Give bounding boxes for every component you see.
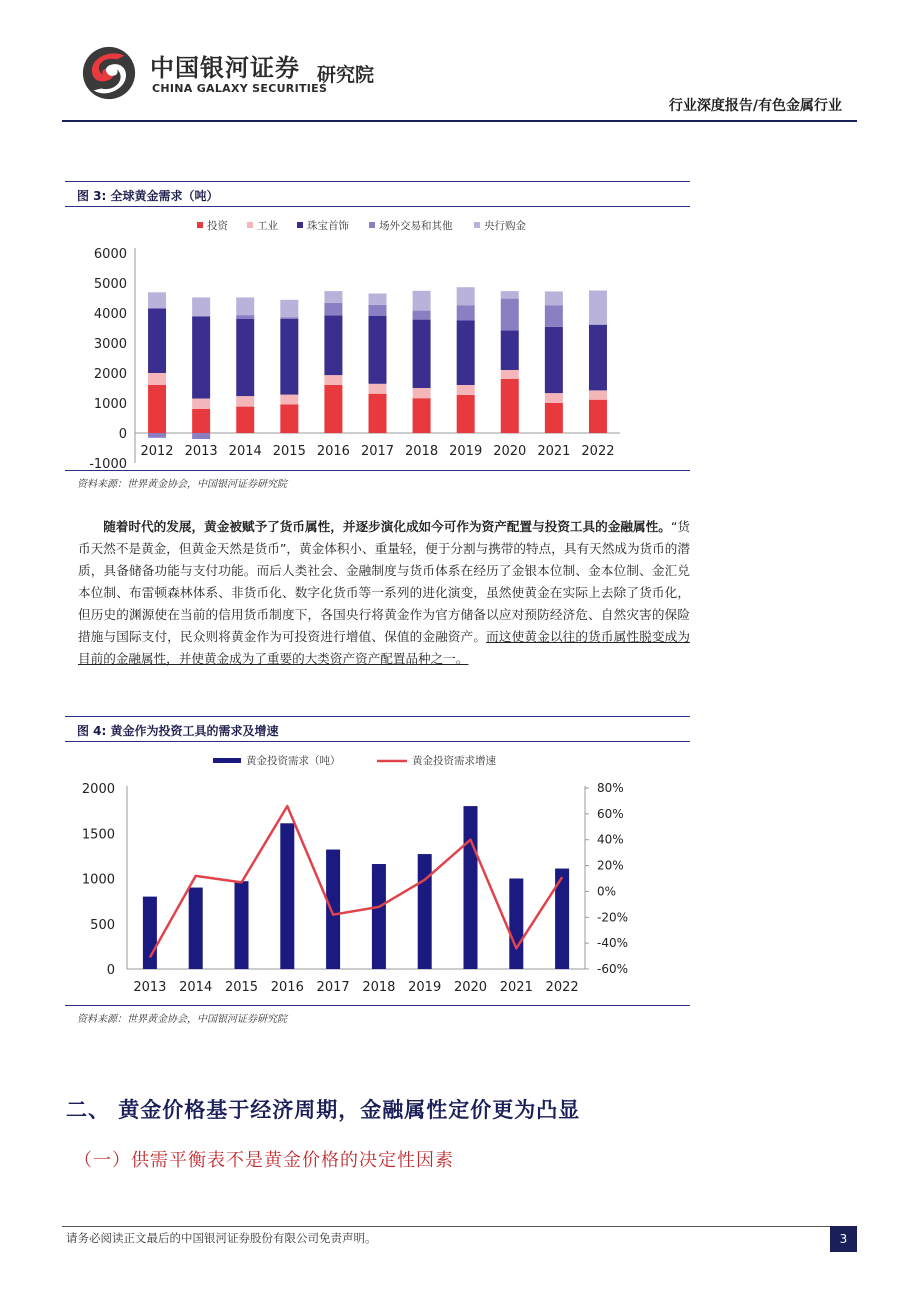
bar-segment (369, 394, 387, 433)
figure-title-rule (65, 206, 690, 207)
bar-segment (457, 321, 475, 386)
header-divider (62, 120, 857, 122)
bar (143, 897, 157, 969)
y-right-tick-label: 0% (597, 884, 617, 899)
y-right-tick-label: -20% (597, 910, 629, 925)
figure-3-source: 资料来源：世界黄金协会，中国银河证券研究院 (77, 479, 287, 490)
bar-segment (501, 370, 519, 379)
bar-segment (413, 291, 431, 311)
y-left-tick-label: 2000 (81, 782, 115, 797)
bar-segment (324, 375, 342, 385)
legend-label: 珠宝首饰 (307, 220, 349, 232)
bar-segment (545, 305, 563, 327)
paragraph-body: “货币天然不是黄金，但黄金天然是货币”，黄金体积小、重量轻，便于分割与携带的特点，具有天然成为货币的潜质，具备储备功能与支付功能。而后人类社会、金融制度与货币体系在经历了金银本位制、金本位制、金汇兑本位制、布雷顿森林体系、非货币化、数字化货币等一系列的进化演变，虽然使黄金在实际上去除了货币化，但历史的渊源使在当前的信用货币制度下，各国央行将黄金作为官方储备以应对预防经济危、自然灾害的保险措施与国际支付，民众则将黄金作为可投资进行增值、保值的金融资产。 (78, 519, 690, 644)
bar-segment (413, 320, 431, 388)
y-left-tick-label: 1000 (81, 872, 115, 888)
bar-segment (192, 399, 210, 410)
y-tick-label: 6000 (93, 247, 127, 262)
footer-divider (62, 1226, 857, 1227)
x-tick-label: 2015 (224, 980, 259, 995)
x-tick-label: 2012 (140, 444, 174, 459)
y-tick-label: 0 (118, 427, 127, 442)
figure-3 (65, 181, 690, 491)
bar (280, 823, 294, 969)
footer-disclaimer: 请务必阅读正文最后的中国银河证券股份有限公司免责声明。 (66, 1231, 377, 1245)
x-tick-label: 2020 (493, 444, 527, 459)
bar (509, 879, 523, 970)
bar-segment (457, 395, 475, 433)
bar (372, 864, 386, 969)
x-tick-label: 2013 (133, 980, 167, 995)
brand-institute: 研究院 (317, 64, 375, 86)
bar-segment (545, 403, 563, 433)
bar-segment (324, 303, 342, 316)
company-logo (80, 42, 420, 104)
bar-segment (457, 305, 475, 320)
bar-segment (324, 385, 342, 433)
bar-segment (369, 316, 387, 384)
bar-segment (413, 398, 431, 433)
bar (235, 881, 249, 969)
galaxy-logo-icon (80, 44, 138, 102)
bar-segment (589, 291, 607, 325)
bar-segment (192, 297, 210, 316)
x-tick-label: 2014 (228, 444, 262, 459)
x-tick-label: 2015 (272, 444, 306, 459)
legend-swatch (213, 758, 241, 763)
legend-swatch (197, 222, 203, 228)
bar-segment (148, 433, 166, 438)
x-tick-label: 2016 (316, 444, 350, 459)
bar-segment (148, 292, 166, 308)
figure-4-source: 资料来源：世界黄金协会，中国银河证券研究院 (77, 1014, 287, 1025)
bar-segment (369, 305, 387, 316)
x-tick-label: 2022 (581, 444, 615, 459)
legend-swatch (474, 222, 480, 228)
bar-segment (413, 311, 431, 320)
y-tick-label: 5000 (93, 277, 127, 292)
bar-segment (236, 297, 254, 315)
bar-segment (501, 330, 519, 370)
bar-segment (324, 315, 342, 375)
bar-segment (236, 319, 254, 396)
bar-segment (589, 390, 607, 399)
x-tick-label: 2017 (360, 444, 395, 459)
bar-segment (457, 287, 475, 305)
section-heading: 二、 黄金价格基于经济周期，金融属性定价更为凸显 (66, 1098, 581, 1122)
legend-swatch (247, 222, 253, 228)
bar (326, 850, 340, 969)
x-tick-label: 2020 (453, 980, 488, 995)
bar-segment (148, 373, 166, 385)
bar-segment (457, 385, 475, 395)
y-tick-label: 2000 (93, 367, 127, 382)
y-tick-label: -1000 (89, 457, 127, 470)
global-gold-demand-chart (65, 208, 690, 470)
figure-title-rule (65, 741, 690, 742)
x-tick-label: 2019 (408, 980, 442, 995)
bar-segment (192, 433, 210, 439)
bar-segment (545, 291, 563, 305)
x-tick-label: 2018 (362, 980, 396, 995)
gold-investment-demand-chart (65, 743, 690, 1005)
y-right-tick-label: -60% (597, 962, 629, 976)
figure-4-title: 图 4: 黄金作为投资工具的需求及增速 (77, 724, 279, 738)
bar (189, 888, 203, 969)
y-left-tick-label: 500 (90, 917, 115, 933)
figure-bottom-rule (65, 1005, 690, 1006)
bar-segment (324, 291, 342, 303)
bar-segment (148, 309, 166, 374)
bar-segment (589, 325, 607, 391)
x-tick-label: 2022 (545, 980, 579, 995)
bar (464, 806, 478, 969)
bar-segment (236, 315, 254, 319)
x-tick-label: 2017 (316, 980, 350, 995)
bar-segment (236, 407, 254, 433)
y-tick-label: 4000 (93, 307, 127, 322)
subsection-heading: （一）供需平衡表不是黄金价格的决定性因素 (74, 1150, 454, 1171)
bar-segment (280, 319, 298, 395)
x-tick-label: 2016 (270, 980, 304, 995)
legend-swatch (297, 222, 303, 228)
legend-label: 投资 (207, 220, 228, 232)
paragraph-underlined: 而这使黄金以往的货币属性脱变成为目前的金融属性，并使黄金成为了重要的大类资产资产配置品种之一。 (78, 629, 691, 666)
bar-segment (280, 300, 298, 317)
y-right-tick-label: 40% (597, 832, 624, 847)
bar-segment (369, 384, 387, 394)
y-left-tick-label: 1500 (81, 827, 115, 843)
x-tick-label: 2019 (449, 444, 483, 459)
bar-segment (545, 393, 563, 403)
legend-swatch (369, 222, 375, 228)
figure-top-rule (65, 181, 690, 182)
y-right-tick-label: -40% (597, 936, 629, 951)
figure-3-title: 图 3: 全球黄金需求（吨） (77, 189, 219, 203)
growth-rate-line (150, 806, 562, 957)
figure-bottom-rule (65, 470, 690, 471)
bar-segment (501, 291, 519, 299)
y-right-tick-label: 20% (597, 858, 624, 873)
figure-4 (65, 716, 690, 1024)
report-type: 行业深度报告/有色金属行业 (668, 98, 842, 114)
bar-segment (545, 327, 563, 393)
y-tick-label: 1000 (93, 397, 127, 412)
page-number: 3 (830, 1226, 857, 1252)
y-tick-label: 3000 (93, 337, 127, 352)
bar-segment (280, 405, 298, 434)
brand-name-en: CHINA GALAXY SECURITIES (152, 82, 328, 95)
legend-label: 黄金投资需求增速 (412, 755, 496, 767)
y-right-tick-label: 80% (597, 781, 624, 795)
bar (418, 854, 432, 969)
y-left-tick-label: 0 (106, 963, 115, 978)
x-tick-label: 2018 (405, 444, 439, 459)
bar-segment (589, 400, 607, 433)
figure-top-rule (65, 716, 690, 717)
legend-label: 央行购金 (484, 220, 526, 232)
bar-segment (192, 316, 210, 398)
brand-name-cn: 中国银河证券 (150, 54, 300, 82)
legend-label: 工业 (257, 220, 278, 232)
bar-segment (280, 395, 298, 405)
x-tick-label: 2021 (537, 444, 571, 459)
legend-label: 黄金投资需求（吨） (246, 755, 341, 767)
x-tick-label: 2014 (179, 980, 213, 995)
paragraph-bold-lead: 随着时代的发展，黄金被赋予了货币属性，并逐步演化成如今可作为资产配置与投资工具的金融属性。 (103, 519, 671, 534)
bar-segment (501, 379, 519, 433)
x-tick-label: 2021 (499, 980, 533, 995)
bar-segment (192, 409, 210, 433)
legend-label: 场外交易和其他 (379, 220, 453, 232)
y-right-tick-label: 60% (597, 806, 624, 821)
bar-segment (369, 294, 387, 305)
bar-segment (236, 396, 254, 407)
bar-segment (148, 385, 166, 433)
bar-segment (413, 388, 431, 398)
bar-segment (280, 317, 298, 319)
bar-segment (501, 299, 519, 331)
x-tick-label: 2013 (184, 444, 218, 459)
body-paragraph (78, 516, 690, 670)
